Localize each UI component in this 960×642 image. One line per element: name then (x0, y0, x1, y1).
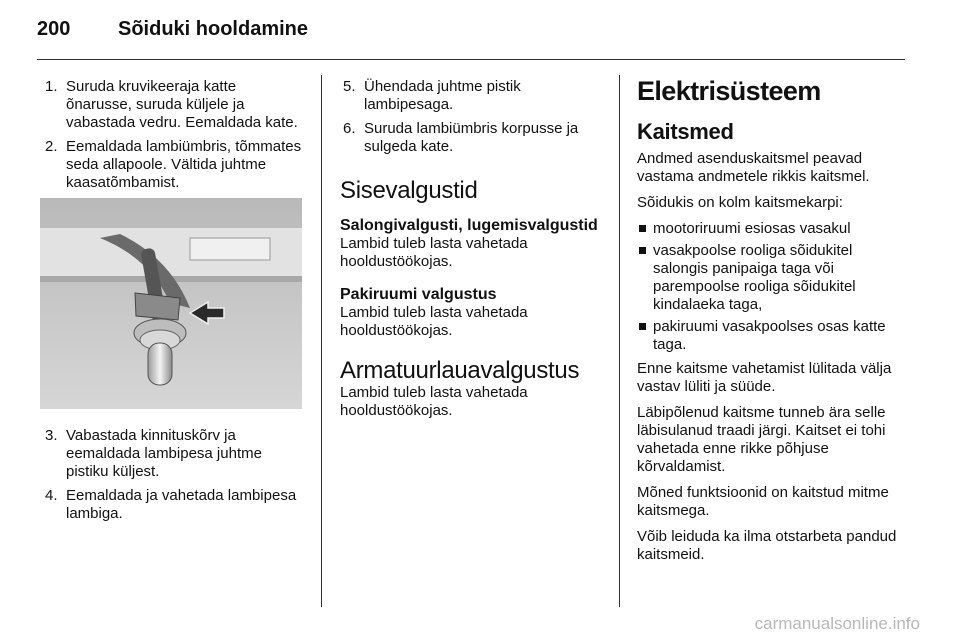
section-title-armatuur: Armatuurlauavalgustus (340, 357, 580, 384)
subsection-title-pakiruum: Pakiruumi valgustus (340, 286, 497, 303)
armatuur-text: Lambid tuleb lasta vahetada hooldustöökojas. (340, 384, 528, 419)
subsection-title-kaitsmed: Kaitsmed (637, 119, 734, 144)
page-number: 200 (37, 18, 71, 40)
salong-text: Lambid tuleb lasta vahetada hooldustöökojas. (340, 235, 528, 270)
steps-list-b (42, 427, 306, 523)
step-number: 3. (45, 427, 58, 444)
step-item (42, 487, 306, 523)
step-text: Suruda kruvikeeraja katte õnarusse, suruda küljele ja vabastada vedru. Eemaldada kate. (66, 78, 298, 131)
step-text: Suruda lambiümbris korpusse ja sulgeda kate. (364, 120, 579, 155)
paragraph: Andmed asenduskaitsmel peavad vastama andmetele rikkis kaitsmel. (637, 150, 870, 185)
step-item (42, 427, 306, 481)
step-number: 5. (343, 78, 356, 95)
step-item (42, 138, 306, 192)
paragraph: Läbipõlenud kaitsme tunneb ära selle läbisulanud traadi järgi. Kaitset ei tohi vahetada enne rikke põhjuse kõrvaldamist. (637, 404, 886, 475)
column-3 (637, 78, 905, 572)
header-rule (37, 59, 905, 60)
list-item-text: pakiruumi vasakpoolses osas katte taga. (653, 318, 886, 353)
watermark: carmanualsonline.info (754, 614, 920, 633)
column-2 (340, 78, 600, 428)
step-text: Eemaldada lambiümbris, tõmmates seda allapoole. Vältida juhtme kaasatõmbamist. (66, 138, 302, 191)
step-item (340, 78, 600, 114)
lamp-socket-photo (40, 198, 302, 409)
bullet-square-icon (639, 247, 646, 254)
step-number: 1. (45, 78, 58, 95)
step-text: Eemaldada ja vahetada lambipesa lambiga. (66, 487, 297, 522)
list-item (637, 242, 905, 314)
list-item (637, 318, 905, 354)
column-divider-2 (619, 75, 620, 607)
step-text: Ühendada juhtme pistik lambipesaga. (364, 78, 521, 113)
bullet-square-icon (639, 323, 646, 330)
step-text: Vabastada kinnituskõrv ja eemaldada lambipesa juhtme pistiku küljest. (66, 427, 262, 480)
list-item-text: vasakpoolse rooliga sõidukitel salongis panipaiga taga või parempoolse rooliga sõidukitel kindalaeka taga, (653, 242, 856, 313)
column-1 (42, 78, 306, 529)
list-item-text: mootoriruumi esiosas vasakul (653, 220, 851, 237)
step-number: 6. (343, 120, 356, 137)
step-number: 4. (45, 487, 58, 504)
paragraph: Võib leiduda ka ilma otstarbeta pandud kaitsmeid. (637, 528, 897, 563)
list-item (637, 220, 905, 238)
steps-list-a (42, 78, 306, 192)
page-header (37, 18, 907, 48)
section-title-sisevalgustid: Sisevalgustid (340, 177, 478, 204)
paragraph: Mõned funktsioonid on kaitstud mitme kaitsmega. (637, 484, 889, 519)
column-divider-1 (321, 75, 322, 607)
bullet-square-icon (639, 225, 646, 232)
header-title: Sõiduki hooldamine (118, 18, 309, 40)
fuse-box-list (637, 220, 905, 354)
pakiruum-text: Lambid tuleb lasta vahetada hooldustöökojas. (340, 304, 528, 339)
steps-list-c (340, 78, 600, 156)
paragraph: Sõidukis on kolm kaitsmekarpi: (637, 194, 843, 211)
subsection-title-salongivalgusti: Salongivalgusti, lugemisvalgustid (340, 217, 598, 234)
step-number: 2. (45, 138, 58, 155)
step-item (42, 78, 306, 132)
step-item (340, 120, 600, 156)
paragraph: Enne kaitsme vahetamist lülitada välja vastav lüliti ja süüde. (637, 360, 892, 395)
chapter-title: Elektrisüsteem (637, 76, 821, 106)
